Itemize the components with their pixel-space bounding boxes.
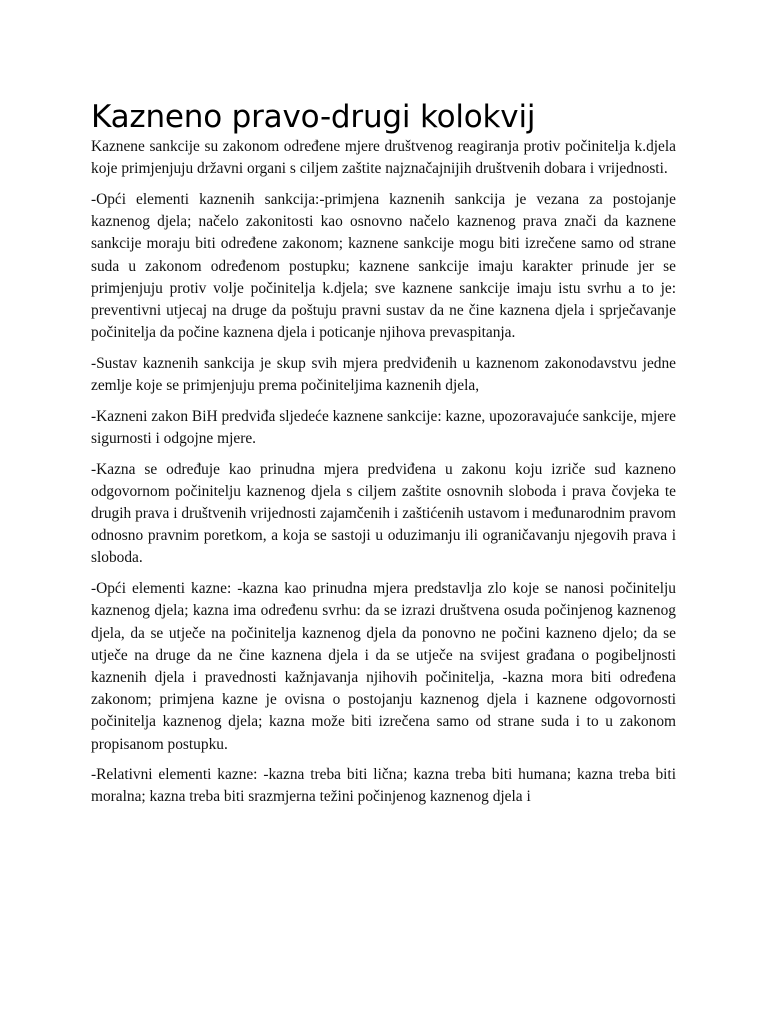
document-title: Kazneno pravo-drugi kolokvij — [91, 99, 536, 135]
document-body — [91, 136, 676, 817]
paragraph-general-elements-sanctions: -Opći elementi kaznenih sankcija:-primjena kaznenih sankcija je vezana za postojanje kaznenog djela; načelo zakonitosti kao osnovno načelo kaznenog prava znači da kaznene sankcije moraju biti određene zakonom; kaznene sankcije mogu biti izrečene samo od strane suda u zakonom određenom postupku; kaznene sankcije imaju karakter prinude jer se primjenjuju protiv volje počinitelja k.djela; sve kaznene sankcije imaju istu svrhu a to je: preventivni utjecaj na druge da poštuju pravni sustav da ne čine kaznena djela i sprječavanje počinitelja da počine kaznena djela i poticanje njihova prevaspitanja. — [91, 190, 676, 342]
paragraph-sanctions-system: -Sustav kaznenih sankcija je skup svih mjera predviđenih u kaznenom zakonodavstvu jedne zemlje koje se primjenjuju prema počiniteljima kaznenih djela, — [91, 354, 676, 395]
paragraph-punishment-definition: -Kazna se određuje kao prinudna mjera predviđena u zakonu koju izriče sud kazneno odgovornom počinitelju kaznenog djela s ciljem zaštite osnovnih sloboda i prava čovjeka te drugih prava i društvenih vrijednosti zajamčenih i zaštićenih ustavom i međunarodnim pravom odnosno pravnim poretkom, a koja se sastoji u oduzimanju ili ograničavanju njegovih prava i sloboda. — [91, 460, 676, 567]
paragraph-general-elements-punishment: -Opći elementi kazne: -kazna kao prinudna mjera predstavlja zlo koje se nanosi počinitelju kaznenog djela; kazna ima određenu svrhu: da se izrazi društvena osuda počinjenog kaznenog djela, da se utječe na počinitelja kaznenog djela da ponovno ne počini kazneno djelo; da se utječe na druge da ne čine kaznena djela i da se utječe na svijest građana o pogibeljnosti kaznenih djela i pravednosti kažnjavanja njihovih počinitelja, -kazna mora biti određena zakonom; primjena kazne je ovisna o postojanju kaznenog djela i kaznene odgovornosti počinitelja kaznenog djela; kazna može biti izrečena samo od strane suda i to u zakonom propisanom postupku. — [91, 580, 676, 753]
paragraph-criminal-code-bih: -Kazneni zakon BiH predviđa sljedeće kaznene sankcije: kazne, upozoravajuće sankcije, mjere sigurnosti i odgojne mjere. — [91, 407, 676, 447]
paragraph-definition: Kaznene sankcije su zakonom određene mjere društvenog reagiranja protiv počinitelja k.djela koje primjenjuju državni organi s ciljem zaštite najznačajnijih društvenih dobara i vrijednosti. — [91, 138, 676, 178]
paragraph-relative-elements-punishment: -Relativni elementi kazne: -kazna treba biti lična; kazna treba biti humana; kazna treba biti moralna; kazna treba biti srazmjerna težini počinjenog kaznenog djela i — [91, 766, 676, 806]
